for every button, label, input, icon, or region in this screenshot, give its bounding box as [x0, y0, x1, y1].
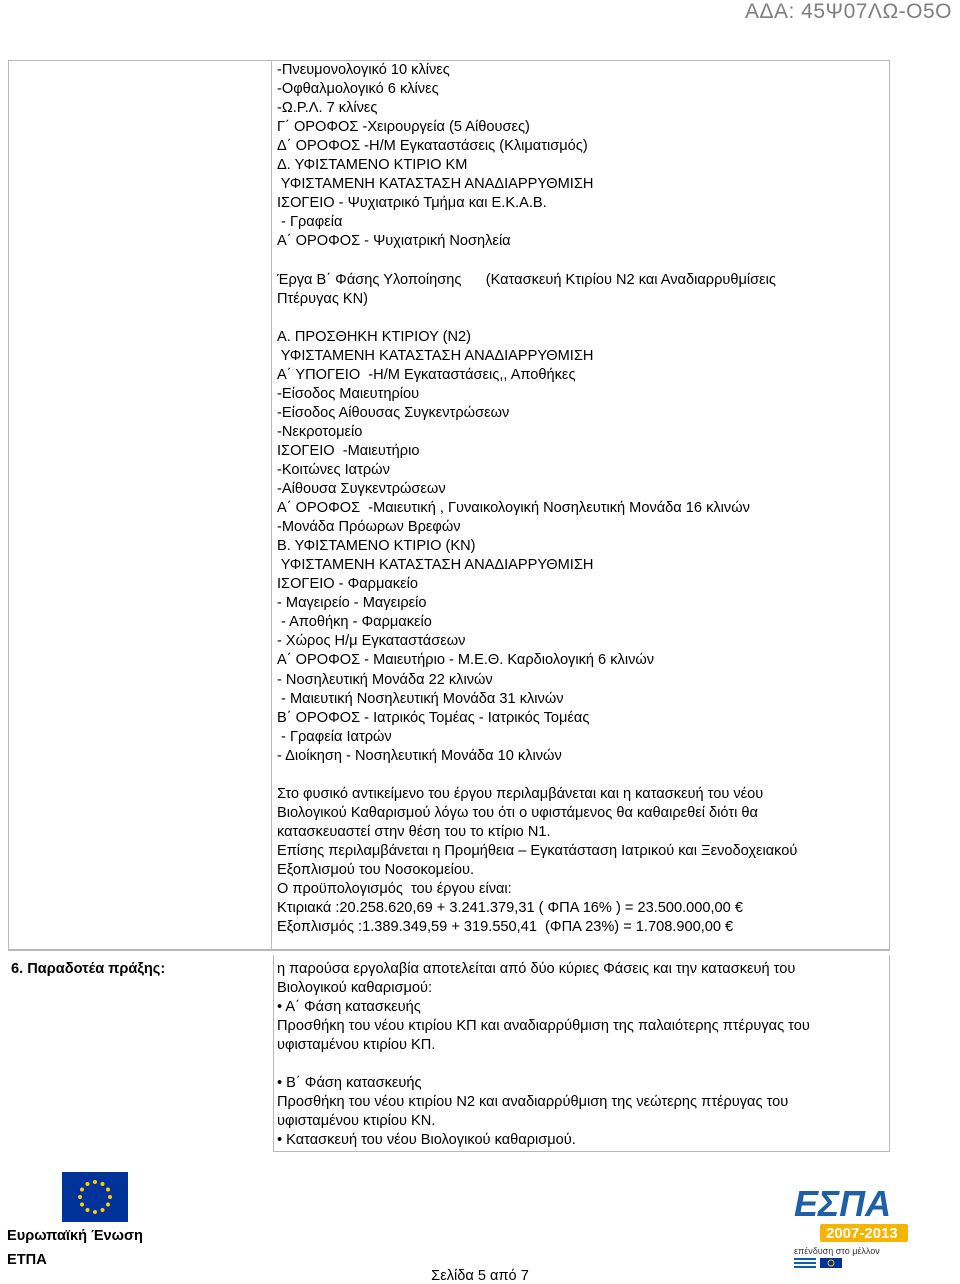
page-number: Σελίδα 5 από 7: [431, 1268, 529, 1284]
eu-star-icon: [93, 1210, 97, 1214]
text-line: • Β΄ Φάση κατασκευής: [277, 1075, 422, 1092]
text-line: • Α΄ Φάση κατασκευής: [277, 999, 421, 1016]
espa-logo: [790, 1180, 910, 1270]
text-line: Βιολογικού Καθαρισμού λόγω του ότι ο υφιστάμενος θα καθαιρεθεί διότι θα: [277, 804, 758, 821]
text-line: Βιολογικού καθαρισμού:: [277, 980, 433, 997]
text-line: - Αποθήκη - Φαρμακείο: [277, 614, 432, 631]
text-line: -Είσοδος Αίθουσας Συγκεντρώσεων: [277, 404, 510, 421]
text-line: ΙΣΟΓΕΙΟ - Φαρμακείο: [277, 576, 418, 593]
svg-text:2007-2013: 2007-2013: [826, 1225, 898, 1242]
text-line: ΥΦΙΣΤΑΜΕΝΗ ΚΑΤΑΣΤΑΣΗ ΑΝΑΔΙΑΡΡΥΘΜΙΣΗ: [277, 176, 594, 193]
phase-b-title-1: Έργα Β΄ Φάσης Υλοποίησης (Κατασκευή Κτιρίου Ν2 και Αναδιαρρυθμίσεις: [277, 271, 776, 288]
text-line: - Μαγειρείο - Μαγειρείο: [277, 595, 427, 612]
text-line: Στο φυσικό αντικείμενο του έργου περιλαμβάνεται και η κατασκευή του νέου: [277, 785, 764, 802]
eu-star-icon: [108, 1195, 112, 1199]
eu-star-icon: [101, 1182, 105, 1186]
eu-star-icon: [106, 1203, 110, 1207]
text-line: Α. ΠΡΟΣΘΗΚΗ ΚΤΙΡΙΟΥ (Ν2): [277, 328, 471, 345]
text-line: Β΄ ΟΡΟΦΟΣ - Ιατρικός Τομέας - Ιατρικός Τομέας: [277, 709, 590, 726]
text-line: Εξοπλισμού του Νοσοκομείου.: [277, 861, 474, 878]
eu-label: [7, 1224, 143, 1272]
text-line: ΥΦΙΣΤΑΜΕΝΗ ΚΑΤΑΣΤΑΣΗ ΑΝΑΔΙΑΡΡΥΘΜΙΣΗ: [277, 557, 594, 574]
eu-star-icon: [80, 1188, 84, 1192]
text-line: - Μαιευτική Νοσηλευτική Μονάδα 31 κλινών: [277, 690, 564, 707]
text-line: -Οφθαλμολογικό 6 κλίνες: [277, 81, 439, 98]
eu-line1: Ευρωπαϊκή Ένωση: [7, 1228, 143, 1244]
text-line: - Διοίκηση - Νοσηλευτική Μονάδα 10 κλινών: [277, 747, 562, 764]
text-line: Επίσης περιλαμβάνεται η Προμήθεια – Εγκατάσταση Ιατρικού και Ξενοδοχειακού: [277, 842, 798, 859]
text-line: -Μονάδα Πρόωρων Βρεφών: [277, 519, 461, 536]
text-line: -Είσοδος Μαιευτηρίου: [277, 385, 420, 402]
text-line: υφισταμένου κτιρίου ΚΝ.: [277, 1113, 436, 1130]
text-line: Α΄ ΥΠΟΓΕΙΟ -Η/Μ Εγκαταστάσεις,, Αποθήκες: [277, 366, 576, 383]
eu-flag-logo: [62, 1172, 128, 1222]
text-line: -Αίθουσα Συγκεντρώσεων: [277, 481, 446, 498]
text-line: Εξοπλισμός :1.389.349,59 + 319.550,41 (ΦΠΑ 23%) = 1.708.900,00 €: [277, 919, 734, 936]
row-divider: [8, 950, 890, 951]
text-line: Προσθήκη του νέου κτιρίου ΚΠ και αναδιαρρύθμιση της παλαιότερης πτέρυγας του: [277, 1018, 810, 1035]
text-line: Β. ΥΦΙΣΤΑΜΕΝΟ ΚΤΙΡΙΟ (ΚΝ): [277, 538, 476, 555]
text-line: Δ. ΥΦΙΣΤΑΜΕΝΟ ΚΤΙΡΙΟ ΚΜ: [277, 157, 468, 174]
phase-b-title-2: Πτέρυγας ΚΝ): [277, 290, 369, 307]
eu-star-icon: [106, 1188, 110, 1192]
eu-star-icon: [101, 1208, 105, 1212]
description-cell: [277, 61, 887, 937]
eu-line2: ΕΤΠΑ: [7, 1252, 47, 1268]
table-divider: [271, 60, 272, 950]
text-line: Προσθήκη του νέου κτιρίου Ν2 και αναδιαρρύθμιση της νεώτερης πτέρυγας του: [277, 1094, 789, 1111]
text-line: Α΄ ΟΡΟΦΟΣ - Ψυχιατρική Νοσηλεία: [277, 233, 511, 250]
text-line: υφισταμένου κτιρίου ΚΠ.: [277, 1037, 436, 1054]
eu-star-icon: [86, 1182, 90, 1186]
text-line: - Χώρος Η/μ Εγκαταστάσεων: [277, 633, 466, 650]
text-line: - Γραφεία: [277, 214, 343, 231]
deliverables-cell: [277, 960, 889, 1150]
text-line: - Νοσηλευτική Μονάδα 22 κλινών: [277, 671, 493, 688]
svg-text:ΕΣΠΑ: ΕΣΠΑ: [794, 1183, 892, 1224]
text-line: Α΄ ΟΡΟΦΟΣ - Μαιευτήριο - Μ.Ε.Θ. Καρδιολογική 6 κλινών: [277, 652, 655, 669]
text-line: -Κοιτώνες Ιατρών: [277, 461, 390, 478]
text-line: Ο προϋπολογισμός του έργου είναι:: [277, 881, 512, 898]
text-line: ΙΣΟΓΕΙΟ -Μαιευτήριο: [277, 442, 420, 459]
eu-star-icon: [93, 1180, 97, 1184]
deliverables-label: 6. Παραδοτέα πράξης:: [11, 961, 166, 977]
svg-text:επένδυση στο μέλλον: επένδυση στο μέλλον: [794, 1246, 880, 1256]
text-line: Γ΄ ΟΡΟΦΟΣ -Χειρουργεία (5 Αίθουσες): [277, 119, 530, 136]
eu-star-icon: [86, 1208, 90, 1212]
text-line: Κτιριακά :20.258.620,69 + 3.241.379,31 ( ΦΠΑ 16% ) = 23.500.000,00 €: [277, 900, 743, 917]
text-line: -Πνευμονολογικό 10 κλίνες: [277, 62, 450, 78]
text-line: Δ΄ ΟΡΟΦΟΣ -Η/Μ Εγκαταστάσεις (Κλιματισμός): [277, 138, 588, 155]
eu-star-icon: [80, 1203, 84, 1207]
text-line: κατασκευαστεί στην θέση του το κτίριο Ν1.: [277, 823, 551, 840]
ada-code: ΑΔΑ: 45Ψ07ΛΩ-Ο5Ο: [744, 0, 952, 23]
text-line: -Ω.Ρ.Λ. 7 κλίνες: [277, 100, 378, 117]
text-line: [277, 1055, 889, 1074]
text-line: ΙΣΟΓΕΙΟ - Ψυχιατρικό Τμήμα και Ε.Κ.Α.Β.: [277, 195, 547, 212]
text-line: -Νεκροτομείο: [277, 423, 363, 440]
eu-star-icon: [78, 1195, 82, 1199]
text-line: • Κατασκευή του νέου Βιολογικού καθαρισμού.: [277, 1132, 576, 1149]
text-line: ΥΦΙΣΤΑΜΕΝΗ ΚΑΤΑΣΤΑΣΗ ΑΝΑΔΙΑΡΡΥΘΜΙΣΗ: [277, 347, 594, 364]
text-line: Α΄ ΟΡΟΦΟΣ -Μαιευτική , Γυναικολογική Νοσηλευτική Μονάδα 16 κλινών: [277, 500, 750, 517]
text-line: - Γραφεία Ιατρών: [277, 728, 392, 745]
text-line: η παρούσα εργολαβία αποτελείται από δύο κύριες Φάσεις και την κατασκευή του: [277, 961, 796, 977]
